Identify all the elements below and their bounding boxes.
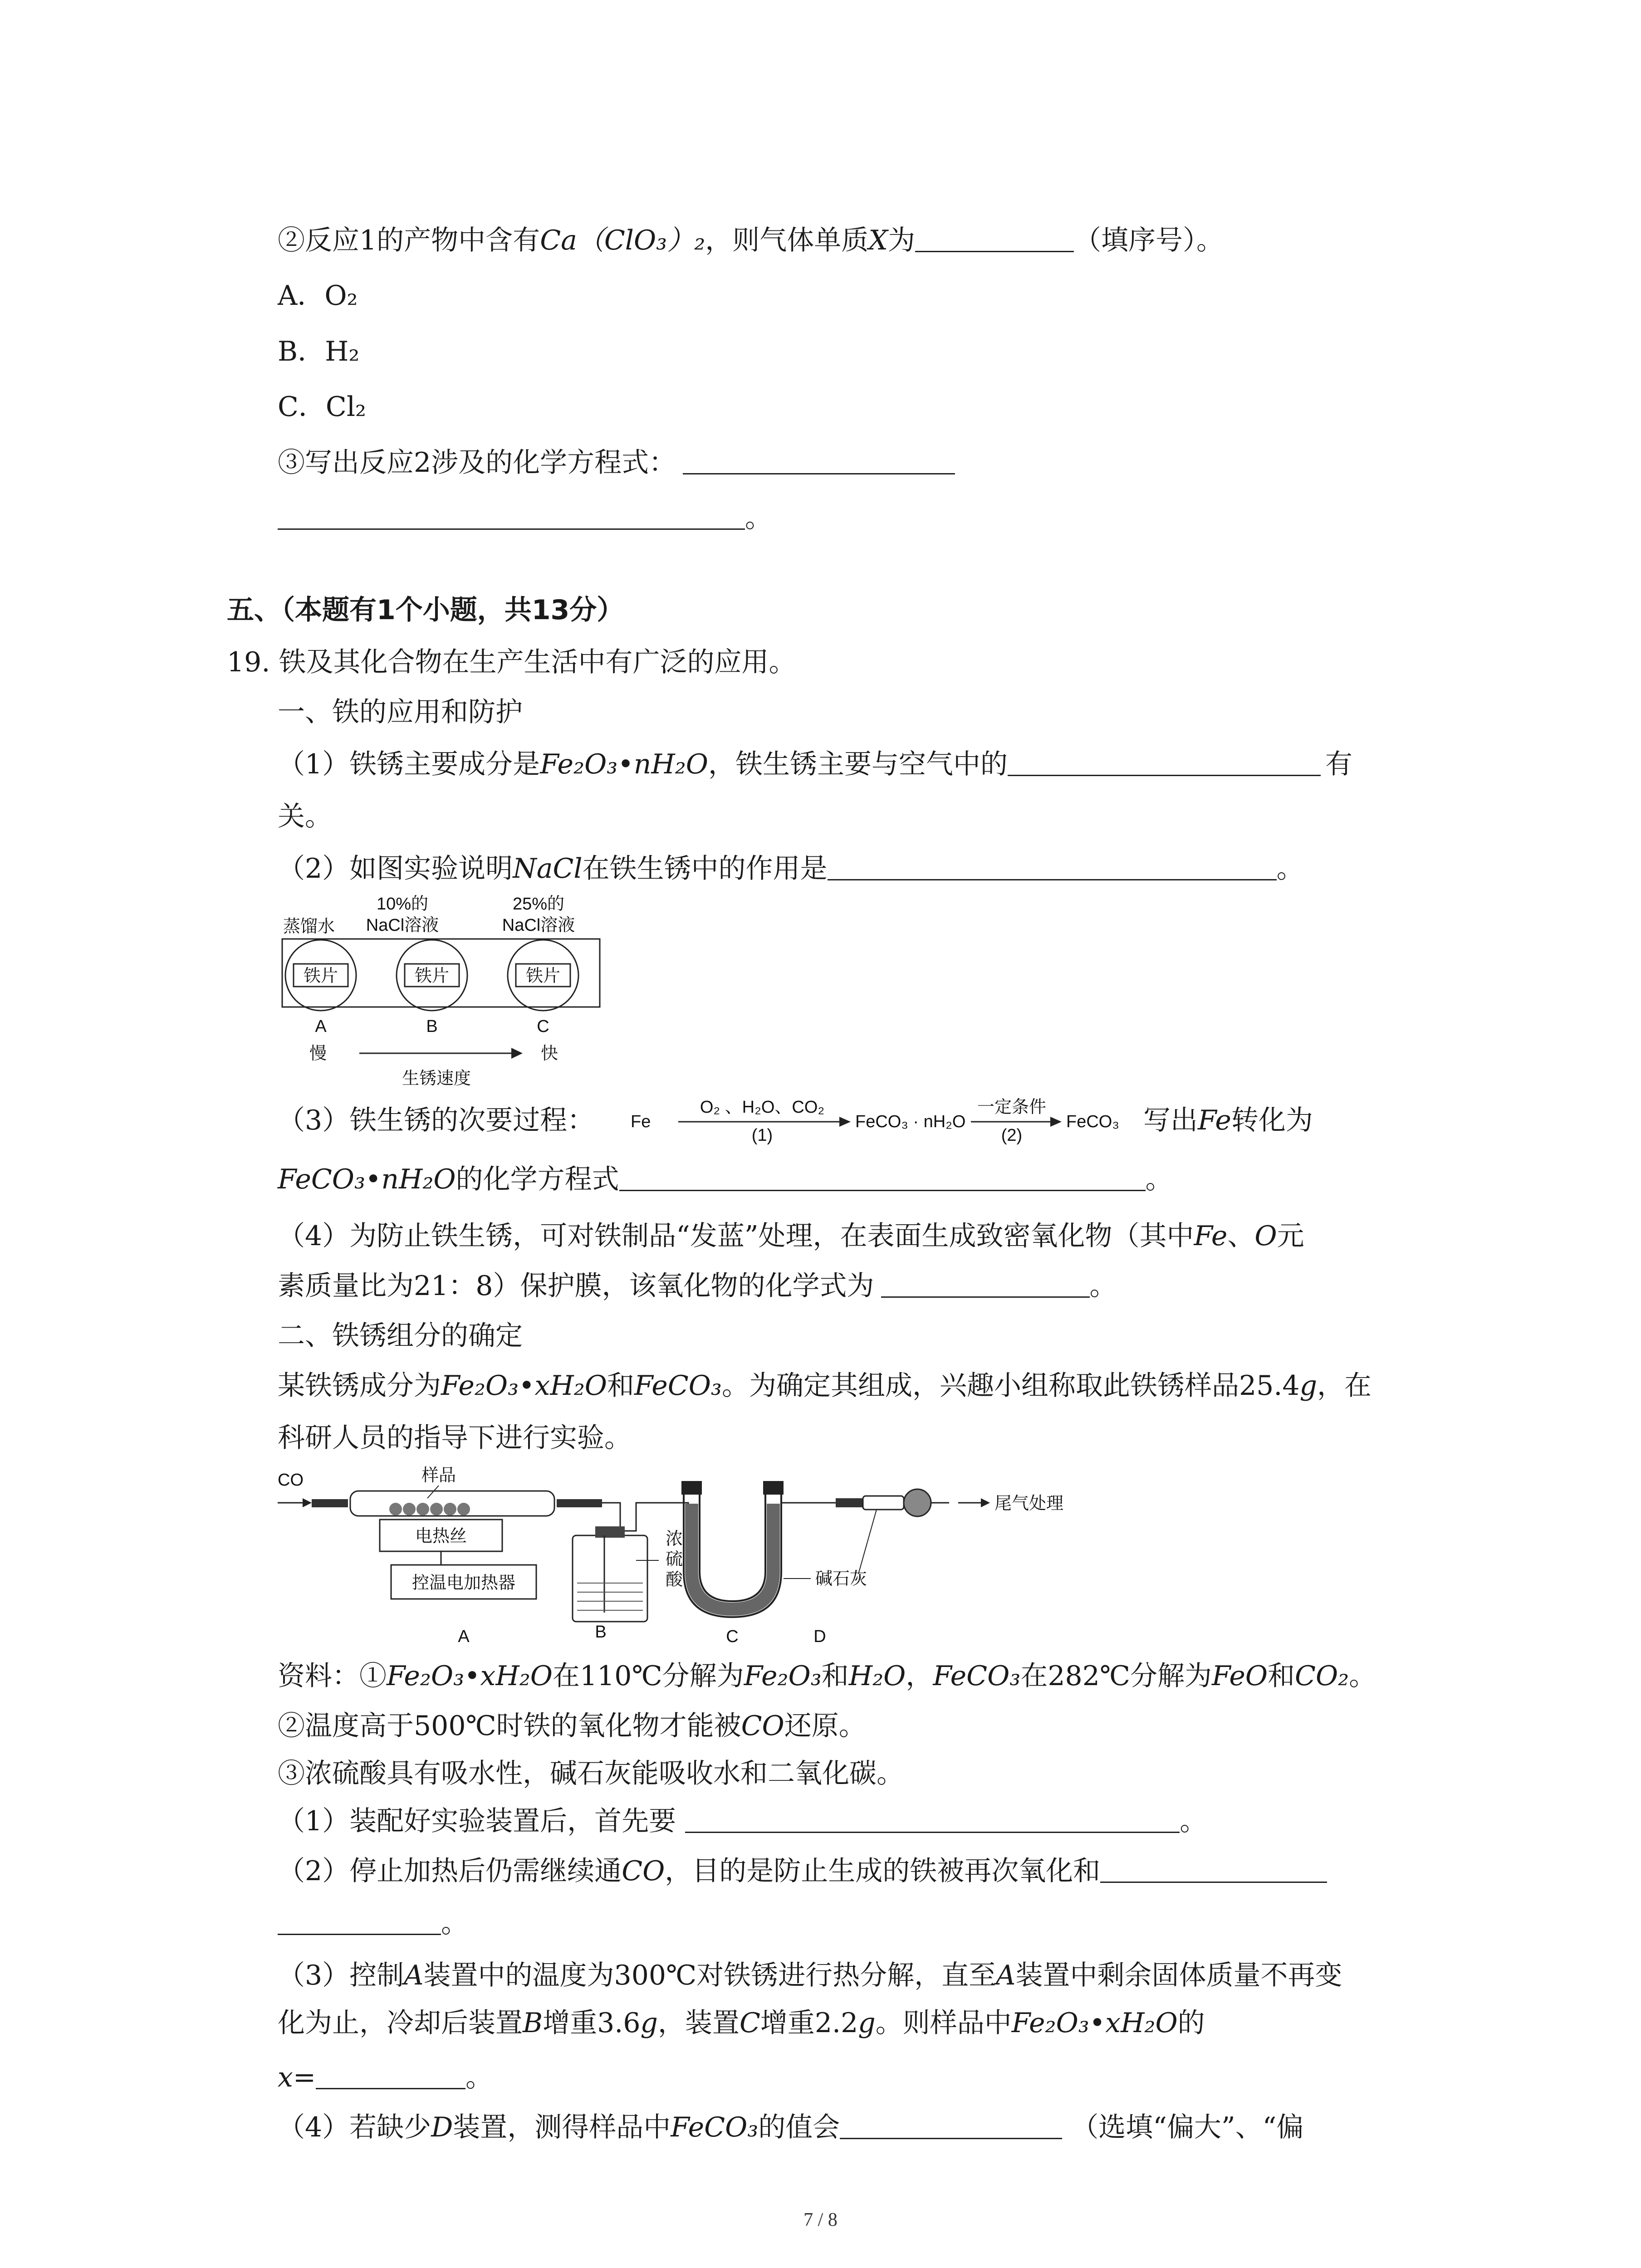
text: 为 (887, 225, 915, 256)
text: 素质量比为21：8）保护膜，该氧化物的化学式为 (278, 1270, 874, 1302)
q19-s4b (278, 1268, 1117, 1304)
text: 装置，测得样品中 (453, 2112, 671, 2143)
q18-line3 (278, 445, 955, 481)
text: 和 (607, 1370, 634, 1402)
text: 化为止，冷却后装置 (278, 2007, 523, 2039)
text: （填序号）。 (1073, 225, 1224, 256)
info-1 (278, 1658, 1376, 1694)
q19-t3 (278, 1957, 1342, 1994)
text: 在110℃分解为 (552, 1660, 744, 1692)
option-c: C．Cl₂ (278, 391, 367, 423)
label-slow: 慢 (309, 1044, 327, 1063)
var: A (996, 1960, 1016, 1991)
q19-s4 (278, 1218, 1304, 1254)
scheme-cond1: O₂ 、H₂O、CO₂ (700, 1098, 825, 1117)
q19-p2b: 科研人员的指导下进行实验。 (278, 1422, 632, 1454)
tag-a: A (315, 1017, 327, 1036)
label-tail-gas: 尾气处理 (994, 1494, 1064, 1513)
answer-blank[interactable] (840, 2111, 1062, 2139)
text: 和 (1268, 1660, 1295, 1692)
var: x= (278, 2062, 316, 2093)
text: 资料：① (278, 1660, 387, 1692)
text: ， (906, 1660, 933, 1692)
q19-s3-tail (1143, 1102, 1313, 1139)
text: ，目的是防止生成的铁被再次氧化和 (665, 1855, 1101, 1887)
label-heater: 控温电加热器 (411, 1574, 516, 1593)
label-acid-1: 浓 (666, 1530, 683, 1549)
text: 。 (1349, 1660, 1376, 1692)
text: （3）铁生锈的次要过程： (278, 1105, 595, 1136)
text: （2）停止加热后仍需继续通 (278, 1855, 622, 1887)
label-wire: 电热丝 (415, 1527, 467, 1546)
answer-blank[interactable] (619, 1163, 1146, 1191)
text: 装置中的温度为300℃对铁锈进行热分解，直至 (423, 1960, 996, 1991)
info-2 (278, 1708, 866, 1744)
section-title: 五、（本题有1个小题，共13分） (227, 594, 624, 626)
answer-blank[interactable] (683, 446, 955, 474)
formula: Fe (1198, 1105, 1231, 1136)
text: 。 (745, 502, 772, 534)
text: 。 (1145, 1163, 1173, 1195)
formula: CO (622, 1855, 665, 1887)
text: 的值会 (758, 2112, 840, 2143)
text: 增重3.6 (543, 2007, 641, 2039)
label-co: CO (278, 1471, 304, 1490)
text: ，装置 (657, 2007, 740, 2039)
tag-c: C (537, 1017, 549, 1036)
formula: FeO (1211, 1660, 1268, 1692)
tag-b: B (426, 1017, 438, 1036)
reaction-scheme (628, 1095, 1141, 1154)
formula: H₂O (848, 1660, 906, 1692)
answer-blank[interactable] (828, 852, 1277, 880)
text: 。则样品中 (875, 2007, 1012, 2039)
label-acid-3: 酸 (666, 1570, 683, 1589)
var: C (739, 2007, 760, 2039)
formula: FeCO₃ (671, 2112, 759, 2143)
text: 的 (1177, 2007, 1205, 2039)
q19-s1 (278, 746, 1352, 782)
text: 转化为 (1231, 1105, 1313, 1136)
unit: g (640, 2007, 658, 2039)
text: 增重2.2 (760, 2007, 858, 2039)
iron-piece-label: 铁片 (414, 967, 450, 986)
answer-blank[interactable] (278, 1906, 441, 1935)
answer-blank[interactable] (685, 1804, 1180, 1833)
text: 和 (821, 1660, 849, 1692)
text: ②温度高于500℃时铁的氧化物才能被 (278, 1710, 741, 1742)
bottle-b (573, 1535, 647, 1622)
text: 。 (1089, 1270, 1117, 1302)
q19-p2 (278, 1368, 1372, 1404)
answer-blank[interactable] (278, 501, 745, 530)
unit: g (858, 2007, 876, 2039)
text: 有 (1325, 748, 1352, 780)
text: ②反应1的产物中含有 (278, 225, 540, 256)
label-25pct: 25%的 (512, 894, 565, 914)
formula: CO (741, 1710, 784, 1742)
text: 写出 (1143, 1105, 1198, 1136)
formula: O (1254, 1220, 1277, 1252)
text: 。 (441, 1907, 468, 1939)
text: ，则气体单质 (705, 225, 869, 256)
tag-d: D (813, 1627, 826, 1646)
text: （选填“偏大”、“偏 (1071, 2112, 1304, 2143)
scheme-cond2: 一定条件 (977, 1098, 1047, 1117)
formula: Fe₂O₃•xH₂O (1011, 2007, 1178, 2039)
label-speed: 生锈速度 (402, 1069, 471, 1088)
text: ，铁生锈主要与空气中的 (708, 748, 1008, 780)
text: ，在 (1317, 1370, 1372, 1402)
dish-a (285, 940, 356, 1011)
formula: Fe₂O₃•nH₂O (540, 748, 708, 780)
q19-t2b (278, 1905, 468, 1941)
answer-blank[interactable] (881, 1269, 1090, 1298)
label-soda-lime: 碱石灰 (815, 1569, 867, 1589)
iron-piece-label: 铁片 (303, 967, 338, 986)
q19-stem: 19. 铁及其化合物在生产生活中有广泛的应用。 (227, 646, 796, 678)
dish-b (397, 940, 467, 1011)
label-distilled-water: 蒸馏水 (283, 917, 335, 936)
option-b: B．H₂ (278, 336, 360, 367)
var: D (431, 2112, 453, 2143)
q19-t4 (278, 2109, 1303, 2146)
text: ③写出反应2涉及的化学方程式： (278, 447, 676, 479)
formula: Fe₂O₃•xH₂O (441, 1370, 607, 1402)
formula: Ca（ClO₃）₂ (540, 225, 705, 256)
tag-b: B (595, 1623, 607, 1642)
answer-blank[interactable] (1008, 748, 1321, 776)
text: （3）控制 (278, 1960, 404, 1991)
dish-c (508, 940, 578, 1011)
scheme-step2: (2) (1001, 1126, 1023, 1145)
text: （1）铁锈主要成分是 (278, 748, 540, 780)
info-3: ③浓硫酸具有吸水性，碱石灰能吸收水和二氧化碳。 (278, 1758, 904, 1789)
text: 、 (1227, 1220, 1255, 1252)
text: 。 (1180, 1805, 1207, 1837)
answer-blank[interactable] (915, 224, 1074, 252)
answer-blank[interactable] (1100, 1854, 1327, 1883)
text: 。 (1276, 853, 1304, 885)
formula: FeCO₃•nH₂O (278, 1163, 456, 1195)
tag-a: A (458, 1627, 470, 1646)
option-a: A．O₂ (278, 280, 358, 312)
text: 在铁生锈中的作用是 (582, 853, 828, 885)
q19-s3 (278, 1102, 594, 1139)
label-10pct-nacl: NaCl溶液 (366, 916, 439, 935)
q18-line2 (278, 222, 1224, 259)
unit: g (1299, 1370, 1317, 1402)
var: A (404, 1960, 424, 1991)
formula: FeCO₃ (933, 1660, 1021, 1692)
text: （4）若缺少 (278, 2112, 431, 2143)
part1-title: 一、铁的应用和防护 (278, 696, 523, 728)
label-fast: 快 (541, 1044, 558, 1063)
scheme-fe: Fe (631, 1112, 651, 1131)
rust-experiment-figure (278, 889, 604, 1093)
q19-s1b: 关。 (278, 801, 332, 832)
q19-s2 (278, 850, 1304, 887)
text: （2）如图实验说明 (278, 853, 513, 885)
scheme-end: FeCO₃ (1066, 1112, 1119, 1131)
formula: FeCO₃ (634, 1370, 722, 1402)
text: 在282℃分解为 (1020, 1660, 1212, 1692)
formula: Fe₂O₃•xH₂O (387, 1660, 553, 1692)
q19-t2 (278, 1853, 1327, 1889)
label-acid-2: 硫 (666, 1550, 683, 1569)
label-10pct: 10%的 (376, 894, 429, 914)
iron-piece-label: 铁片 (525, 967, 561, 986)
part2-title: 二、铁锈组分的确定 (278, 1320, 523, 1352)
scheme-mid: FeCO₃ · nH₂O (855, 1112, 966, 1131)
var: X (868, 225, 888, 256)
q19-t1 (278, 1803, 1207, 1839)
text: 某铁锈成分为 (278, 1370, 441, 1402)
apparatus-figure (278, 1466, 1064, 1653)
label-25pct-nacl: NaCl溶液 (502, 916, 575, 935)
text: 元 (1277, 1220, 1304, 1252)
q19-t3b (278, 2005, 1205, 2041)
text: 装置中剩余固体质量不再变 (1015, 1960, 1342, 1991)
scheme-step1: (1) (751, 1126, 773, 1145)
text: 的化学方程式 (456, 1163, 619, 1195)
formula: CO₂ (1295, 1660, 1349, 1692)
page-number: 7 / 8 (803, 2209, 838, 2230)
text: 。 (465, 2062, 493, 2093)
q18-line3b (278, 500, 772, 536)
var: B (523, 2007, 543, 2039)
label-sample: 样品 (421, 1466, 456, 1485)
formula: NaCl (513, 853, 583, 885)
text: 还原。 (784, 1710, 866, 1742)
tag-c: C (726, 1627, 739, 1646)
text: （1）装配好实验装置后，首先要 (278, 1805, 676, 1837)
formula: Fe₂O₃ (744, 1660, 822, 1692)
formula: Fe (1194, 1220, 1228, 1252)
answer-blank[interactable] (316, 2061, 465, 2089)
text: 。为确定其组成，兴趣小组称取此铁锈样品25.4 (721, 1370, 1300, 1402)
drying-tube-d (863, 1496, 904, 1510)
q19-s3b (278, 1161, 1173, 1198)
text: （4）为防止铁生锈，可对铁制品“发蓝”处理，在表面生成致密氧化物（其中 (278, 1220, 1194, 1252)
q19-t3c (278, 2059, 493, 2096)
